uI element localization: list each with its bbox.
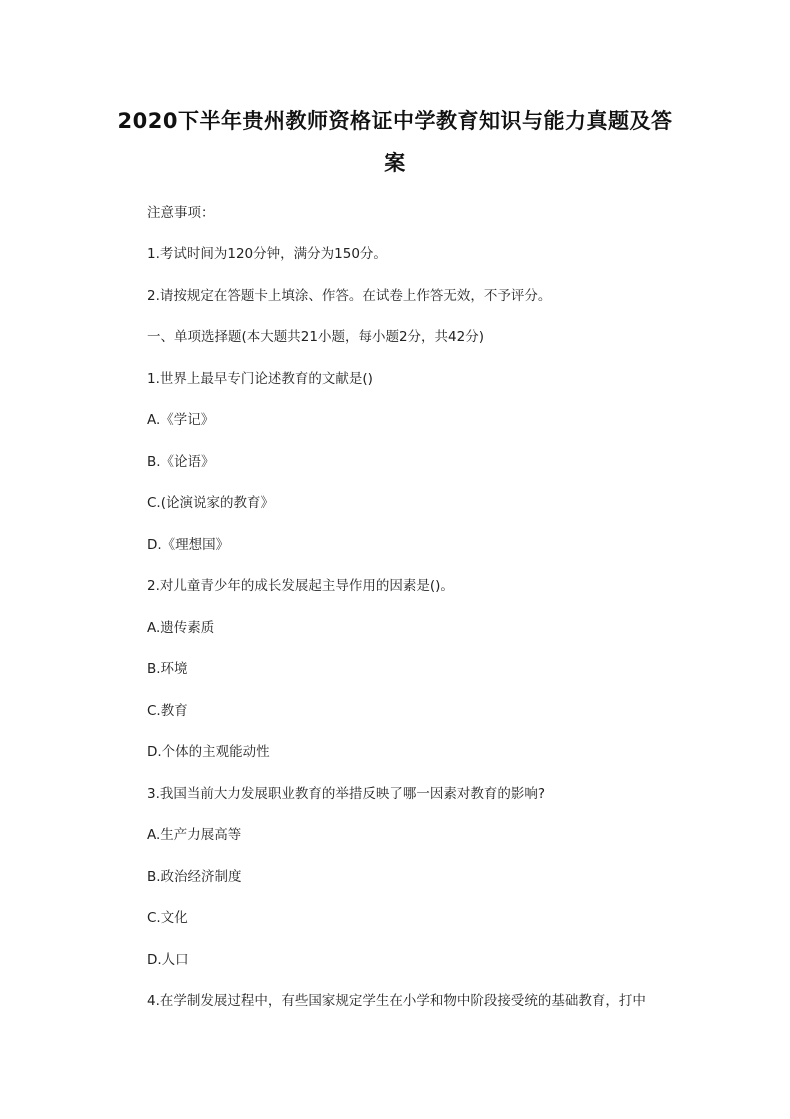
- question-2-option-b: B.环境: [147, 661, 188, 677]
- section-heading: 一、单项选择题(本大题共21小题，每小题2分，共42分): [147, 329, 484, 345]
- question-1-option-b: B.《论语》: [147, 454, 215, 470]
- notice-item-1: 1.考试时间为120分钟，满分为150分。: [147, 246, 387, 262]
- question-3-option-a: A.生产力展高等: [147, 827, 242, 843]
- question-1-option-c: C.(论演说家的教育》: [147, 495, 274, 511]
- question-2-option-c: C.教育: [147, 703, 188, 719]
- question-1-option-a: A.《学记》: [147, 412, 215, 428]
- question-3-option-c: C.文化: [147, 910, 188, 926]
- document-title-line2: 案: [384, 151, 406, 175]
- question-2-stem: 2.对儿童青少年的成长发展起主导作用的因素是()。: [147, 578, 454, 594]
- question-3-stem: 3.我国当前大力发展职业教育的举措反映了哪一因素对教育的影响?: [147, 786, 546, 802]
- notice-heading: 注意事项：: [147, 205, 215, 221]
- notice-item-2: 2.请按规定在答题卡上填涂、作答。在试卷上作答无效，不予评分。: [147, 288, 552, 304]
- question-3-option-b: B.政治经济制度: [147, 869, 242, 885]
- question-1-option-d: D.《理想国》: [147, 537, 230, 553]
- question-3-option-d: D.人口: [147, 952, 189, 968]
- document-title-line1: 2020下半年贵州教师资格证中学教育知识与能力真题及答: [117, 109, 673, 133]
- question-2-option-a: A.遗传素质: [147, 620, 215, 636]
- question-4-stem: 4.在学制发展过程中，有些国家规定学生在小学和物中阶段接受统的基础教育，打中: [147, 993, 646, 1009]
- question-2-option-d: D.个体的主观能动性: [147, 744, 270, 760]
- question-1-stem: 1.世界上最早专门论述教育的文献是(): [147, 371, 373, 387]
